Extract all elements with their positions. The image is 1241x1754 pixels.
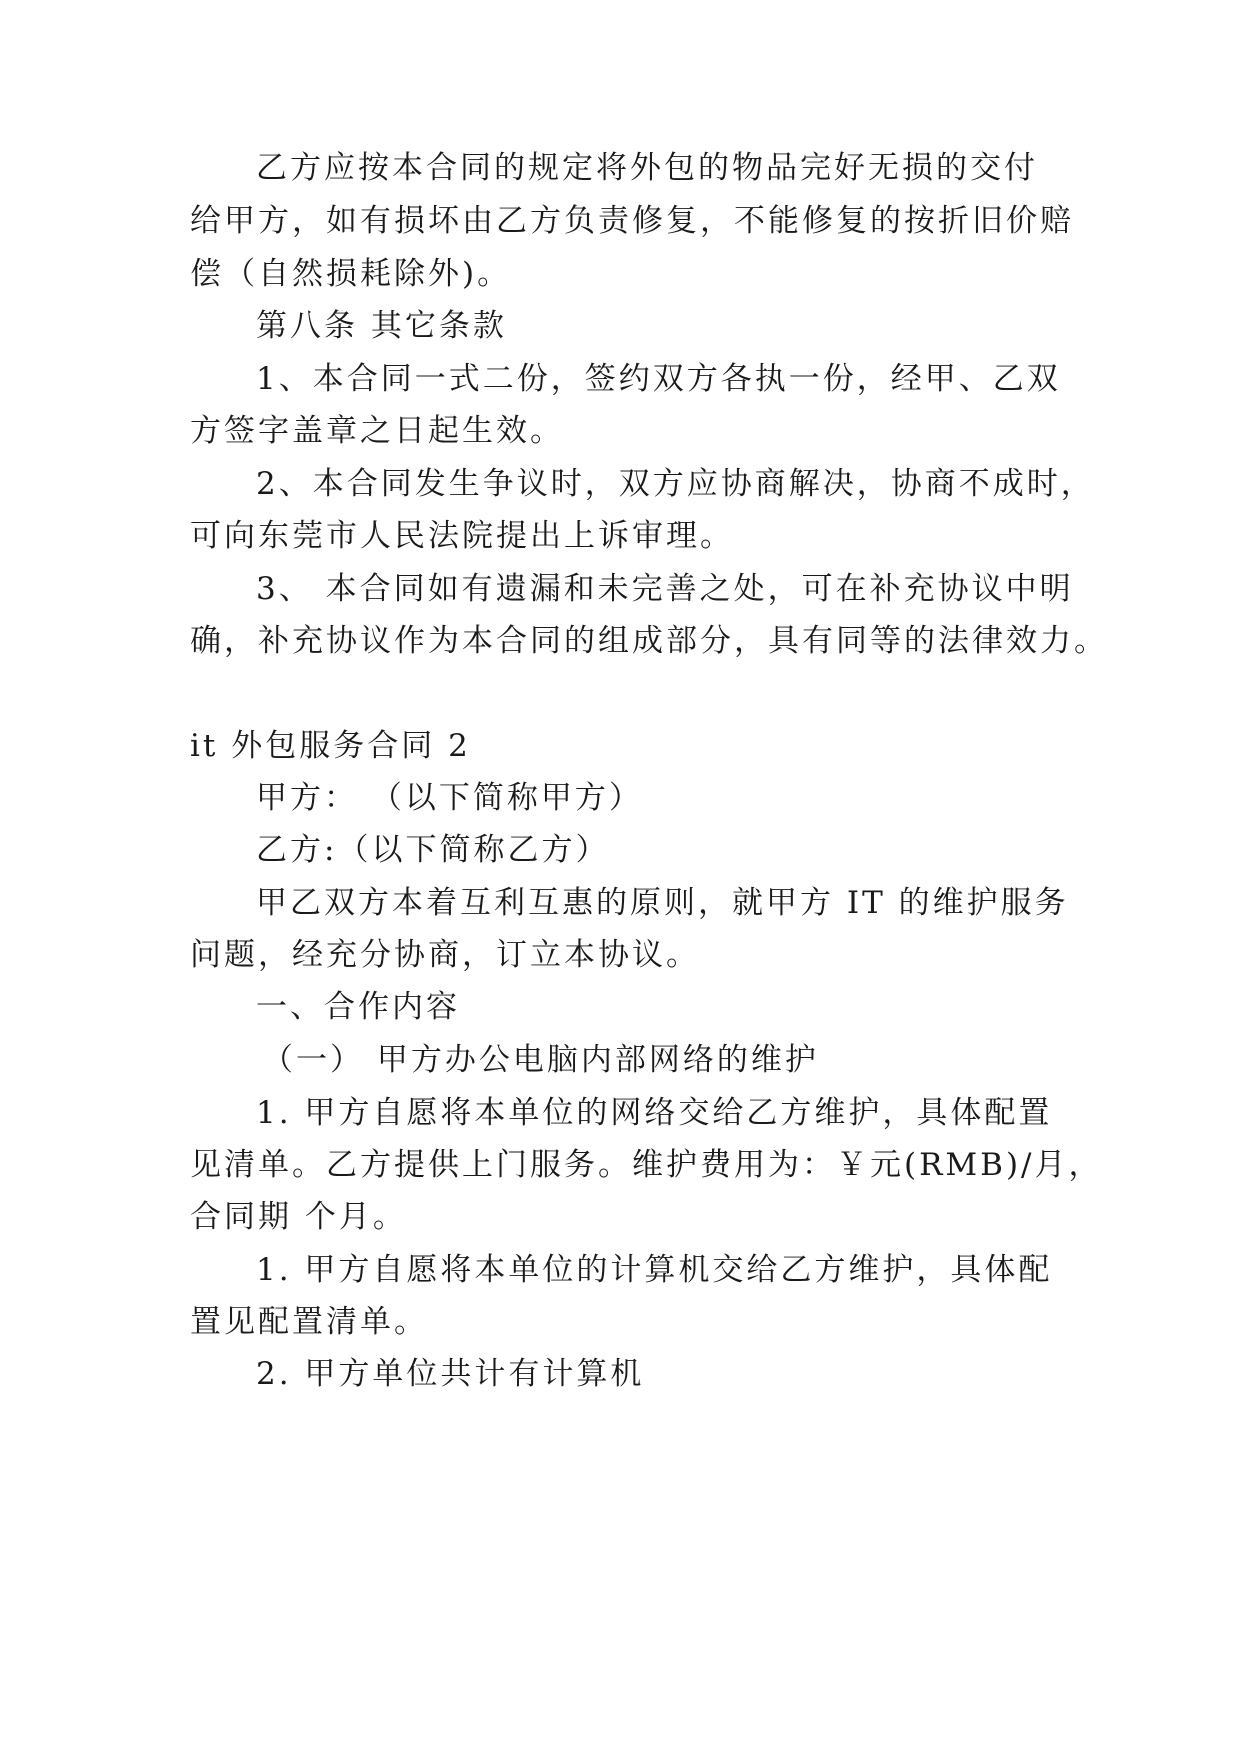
paragraph-line: 2. 甲方单位共计有计算机 [256, 1356, 645, 1392]
paragraph-line: 3、 本合同如有遗漏和未完善之处，可在补充协议中明 [256, 571, 1074, 607]
paragraph-line: 见清单。乙方提供上门服务。维护费用为：￥元(RMB)/月， [190, 1147, 1103, 1183]
document-title: it 外包服务合同 2 [190, 728, 471, 764]
subsection-heading: （一） 甲方办公电脑内部网络的维护 [262, 1042, 819, 1078]
paragraph-line: 甲乙双方本着互利互惠的原则，就甲方 IT 的维护服务 [256, 885, 1069, 921]
paragraph-line: 给甲方，如有损坏由乙方负责修复，不能修复的按折旧价赔 [190, 203, 1074, 239]
paragraph-line: 1. 甲方自愿将本单位的网络交给乙方维护，具体配置 [256, 1095, 1053, 1131]
party-a-line: 甲方： （以下简称甲方） [256, 780, 643, 816]
section-heading: 一、合作内容 [256, 989, 460, 1025]
paragraph-line: 置见配置清单。 [190, 1304, 428, 1340]
paragraph-line: 可向东莞市人民法院提出上诉审理。 [190, 518, 734, 554]
paragraph-line: 乙方应按本合同的规定将外包的物品完好无损的交付 [256, 150, 1038, 186]
paragraph-line: 确，补充协议作为本合同的组成部分，具有同等的法律效力。 [190, 623, 1108, 659]
paragraph-line: 2、本合同发生争议时，双方应协商解决，协商不成时， [256, 466, 1095, 502]
paragraph-line: 1. 甲方自愿将本单位的计算机交给乙方维护，具体配 [256, 1252, 1053, 1288]
section-heading: 第八条 其它条款 [256, 308, 507, 344]
paragraph-line: 偿（自然损耗除外)。 [190, 256, 512, 292]
paragraph-line: 方签字盖章之日起生效。 [190, 413, 564, 449]
paragraph-line: 问题，经充分协商，订立本协议。 [190, 937, 700, 973]
paragraph-line: 合同期 个月。 [190, 1199, 407, 1235]
party-b-line: 乙方:（以下简称乙方） [256, 832, 610, 868]
paragraph-line: 1、本合同一式二份，签约双方各执一份，经甲、乙双 [256, 361, 1061, 397]
